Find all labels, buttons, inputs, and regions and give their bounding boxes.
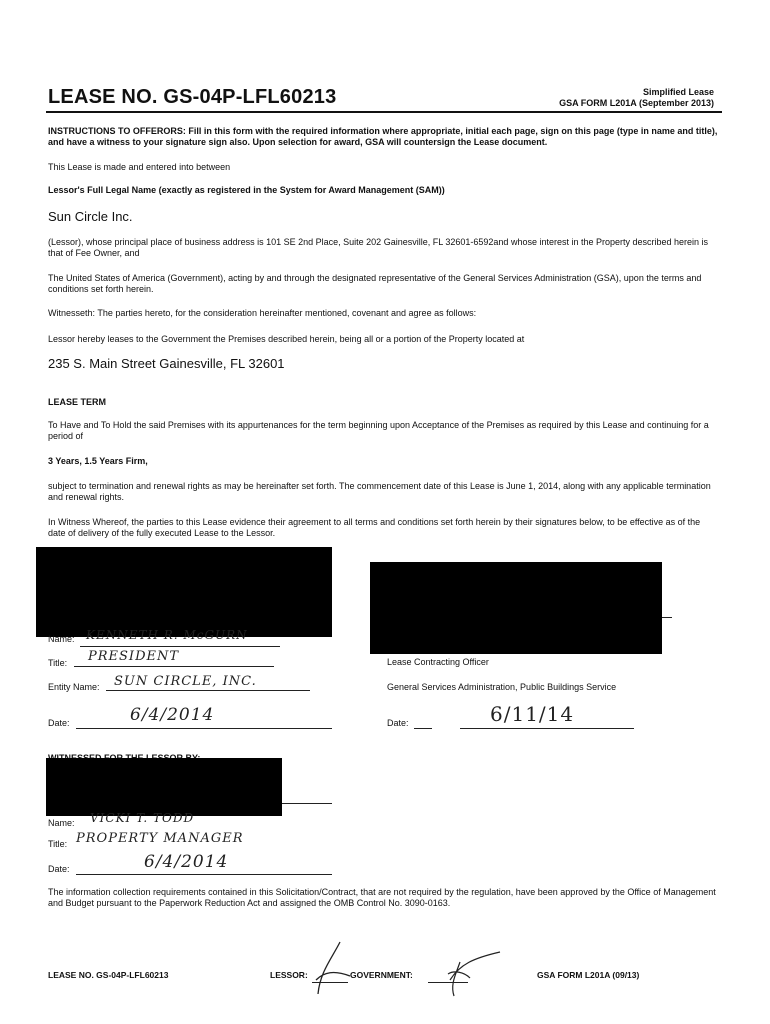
header-rule	[46, 111, 722, 113]
redacted-witness-signature	[46, 758, 282, 816]
form-reference: GSA FORM L201A (September 2013)	[559, 98, 714, 108]
lessor-title-line	[74, 666, 274, 667]
leases-to-text: Lessor hereby leases to the Government the Premises described herein, being all or a portion of the Property located at	[48, 334, 525, 344]
lessor-date-field-label: Date:	[48, 718, 70, 728]
subject-to-text: subject to termination and renewal rights as may be hereinafter set forth. The commencement date of this Lease is June 1, 2014, along with any applicable termination and renewal rights.	[48, 481, 711, 502]
omb-notice: The information collection requirements contained in this Solicitation/Contract, that are not required by the regulation, have been approved by the Office of Management and Budget pursuant to the Paperwork Reduction Act and assigned the OMB Control No. 3090-0163.	[48, 887, 716, 908]
lessor-name-field-label: Name:	[48, 634, 75, 644]
gsa-agency-label: General Services Administration, Public Buildings Service	[387, 682, 617, 692]
witness-name-field-label: Name:	[48, 818, 75, 828]
witness-date-line	[76, 874, 332, 875]
lessor-name-handwritten: KENNETH R. McGURN	[86, 628, 248, 642]
redacted-government-signature	[370, 562, 662, 654]
witness-signature-line	[282, 803, 332, 804]
lessor-description: (Lessor), whose principal place of business address is 101 SE 2nd Place, Suite 202 Gainesville, FL 32601-6592and whose interest in the Property described herein is that of Fee Owner, and	[48, 237, 709, 258]
witness-date-field-label: Date:	[48, 864, 70, 874]
to-have-text: To Have and To Hold the said Premises with its appurtenances for the term beginning upon Acceptance of the Premises as required by this Lease and continuing for a period of	[48, 420, 709, 441]
lessor-initial-mark	[310, 940, 360, 1000]
witnesseth-text: Witnesseth: The parties hereto, for the consideration hereinafter mentioned, covenant and agree as follows:	[48, 308, 477, 318]
lessor-date-handwritten: 6/4/2014	[130, 705, 215, 725]
lessor-title-field-label: Title:	[48, 658, 68, 668]
government-initial-mark	[430, 944, 510, 1000]
lease-number-title: LEASE NO. GS-04P-LFL60213	[48, 86, 337, 108]
government-signature-line-end	[662, 617, 672, 618]
government-date-line	[460, 728, 634, 729]
lessor-title-handwritten: PRESIDENT	[88, 649, 180, 664]
simplified-lease-label: Simplified Lease	[642, 87, 714, 97]
footer-government-label: GOVERNMENT:	[350, 970, 413, 980]
lease-term-heading: LEASE TERM	[48, 397, 107, 407]
government-date-handwritten: 6/11/14	[490, 702, 575, 726]
redacted-lessor-signature	[36, 547, 332, 637]
lease-contracting-officer-label: Lease Contracting Officer	[387, 657, 489, 667]
witness-date-handwritten: 6/4/2014	[144, 852, 229, 872]
made-between-text: This Lease is made and entered into between	[48, 162, 231, 172]
lessor-entity-line	[106, 690, 310, 691]
lessor-entity-handwritten: SUN CIRCLE, INC.	[114, 674, 257, 689]
lessor-name-line	[80, 646, 280, 647]
property-address: 235 S. Main Street Gainesville, FL 32601	[48, 356, 285, 371]
term-length: 3 Years, 1.5 Years Firm,	[48, 456, 148, 466]
footer-form-number: GSA FORM L201A (09/13)	[537, 970, 640, 980]
lessor-entity-field-label: Entity Name:	[48, 682, 100, 692]
witness-name-handwritten: VICKI T. TODD	[90, 811, 195, 825]
footer-lessor-label: LESSOR:	[270, 970, 308, 980]
witness-title-handwritten: PROPERTY MANAGER	[76, 831, 244, 846]
lessor-date-line	[76, 728, 332, 729]
instructions-paragraph: INSTRUCTIONS TO OFFERORS: Fill in this form with the required information where appropriate, initial each page, sign on this page (type in name and title), and have a witness to your signature sign also. Upon selection for award, GSA will countersign the Lease document.	[48, 126, 718, 147]
witness-title-field-label: Title:	[48, 839, 68, 849]
lessor-name-label: Lessor's Full Legal Name (exactly as registered in the System for Award Management (SAM))	[48, 185, 445, 195]
lessor-legal-name: Sun Circle Inc.	[48, 209, 133, 224]
government-description: The United States of America (Government), acting by and through the designated representative of the General Services Administration (GSA), upon the terms and conditions set forth herein.	[48, 273, 702, 294]
footer-lease-number: LEASE NO. GS-04P-LFL60213	[48, 970, 169, 980]
government-date-line-start	[414, 728, 432, 729]
in-witness-text: In Witness Whereof, the parties to this Lease evidence their agreement to all terms and conditions set forth herein by their signatures below, to be effective as of the date of delivery of the fully executed Lease to the Lessor.	[48, 517, 701, 538]
government-date-field-label: Date:	[387, 718, 409, 728]
